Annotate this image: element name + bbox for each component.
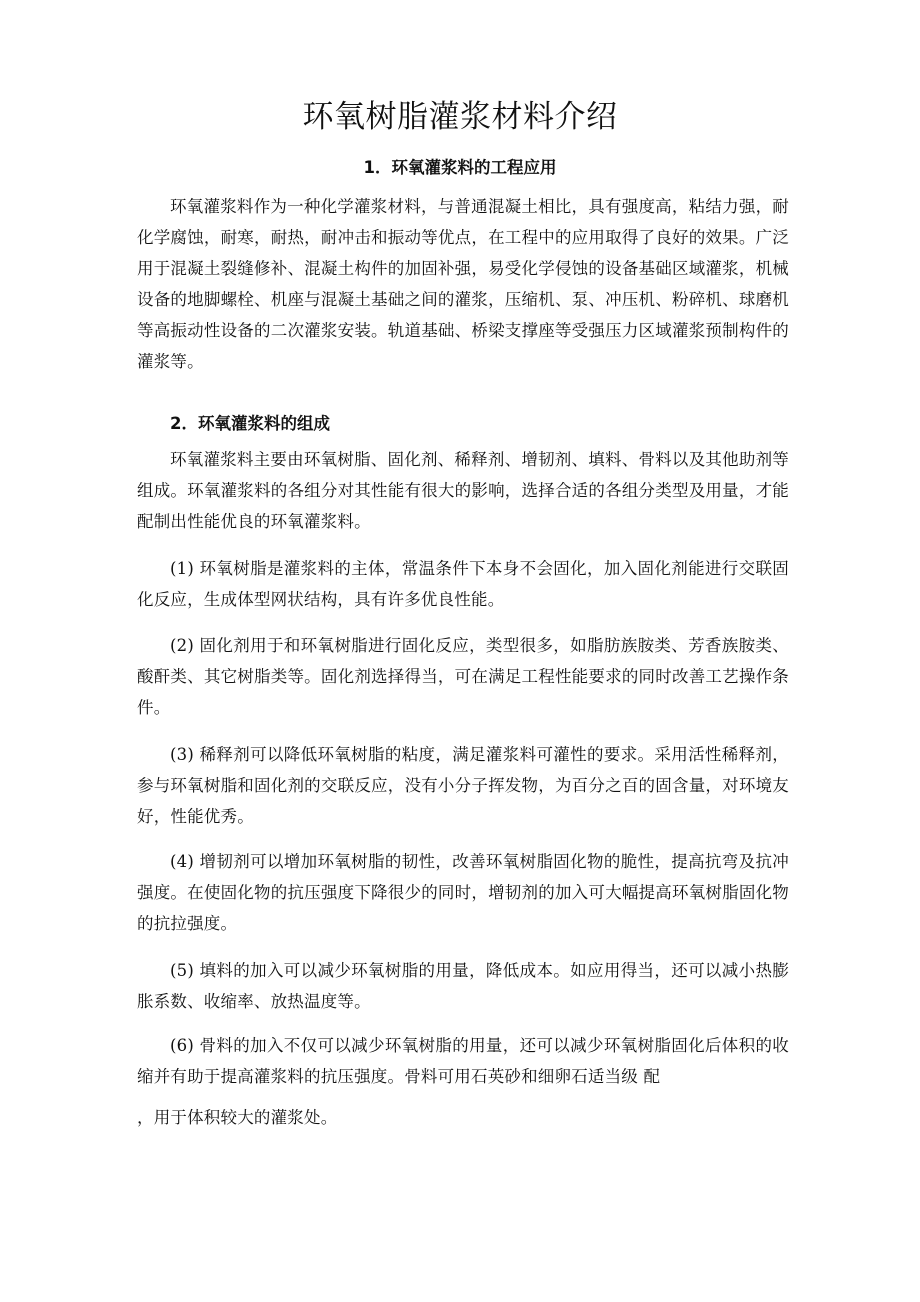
section-1-heading: 1．环氧灌浆料的工程应用 [363,158,557,177]
component-item-filler: (5) 填料的加入可以减少环氧树脂的用量，降低成本。如应用得当，还可以减小热膨胀系数、收缩率、放热温度等。 [137,961,789,1011]
section-2-heading: 2．环氧灌浆料的组成 [170,414,330,433]
component-item-diluent: (3) 稀释剂可以降低环氧树脂的粘度，满足灌浆料可灌性的要求。采用活性稀释剂，参与环氧树脂和固化剂的交联反应，没有小分子挥发物，为百分之百的固含量，对环境友好，性能优秀。 [137,745,789,826]
component-item-aggregate: (6) 骨料的加入不仅可以减少环氧树脂的用量，还可以减少环氧树脂固化后体积的收缩并有助于提高灌浆料的抗压强度。骨料可用石英砂和细卵石适当级 配 [137,1036,789,1086]
component-item-epoxy-resin: (1) 环氧树脂是灌浆料的主体，常温条件下本身不会固化，加入固化剂能进行交联固化反应，生成体型网状结构，具有许多优良性能。 [137,559,789,609]
component-item-toughener: (4) 增韧剂可以增加环氧树脂的韧性，改善环氧树脂固化物的脆性，提高抗弯及抗冲强度。在使固化物的抗压强度下降很少的同时，增韧剂的加入可大幅提高环氧树脂固化物的抗拉强度。 [137,852,789,933]
section-1-paragraph: 环氧灌浆料作为一种化学灌浆材料，与普通混凝土相比，具有强度高，粘结力强，耐化学腐蚀，耐寒，耐热，耐冲击和振动等优点，在工程中的应用取得了良好的效果。广泛用于混凝土裂缝修补、混凝土构件的加固补强，易受化学侵蚀的设备基础区域灌浆，机械设备的地脚螺栓、机座与混凝土基础之间的灌浆，压缩机、泵、冲压机、粉碎机、球磨机等高振动性设备的二次灌浆安装。轨道基础、桥梁支撑座等受强压力区域灌浆预制构件的灌浆等。 [137,197,789,371]
section-2-intro-paragraph: 环氧灌浆料主要由环氧树脂、固化剂、稀释剂、增韧剂、填料、骨料以及其他助剂等组成。环氧灌浆料的各组分对其性能有很大的影响，选择合适的各组分类型及用量，才能配制出性能优良的环氧灌浆料。 [137,450,789,531]
document-title: 环氧树脂灌浆材料介绍 [302,99,618,135]
component-item-curing-agent: (2) 固化剂用于和环氧树脂进行固化反应，类型很多，如脂肪族胺类、芳香族胺类、酸酐类、其它树脂类等。固化剂选择得当，可在满足工程性能要求的同时改善工艺操作条件。 [137,636,789,717]
component-item-aggregate-last-line: ，用于体积较大的灌浆处。 [137,1108,338,1127]
